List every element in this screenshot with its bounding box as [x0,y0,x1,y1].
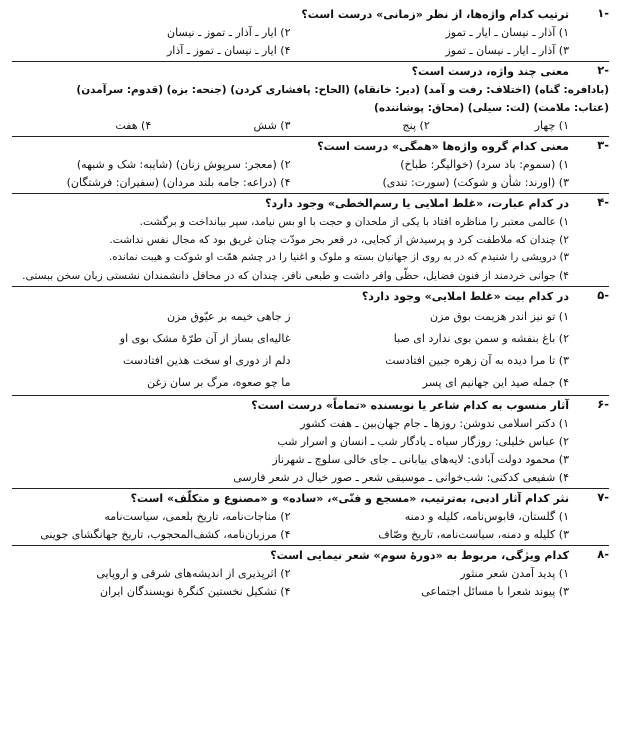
word-list: (عتاب: ملامت) (لت: سیلی) (محاق: پوشاننده) [374,102,609,114]
question-number: -۱ [597,6,609,20]
options-row [12,526,569,544]
option-2[interactable]: ۲) اثرپذیری از اندیشه‌های شرقی و اروپایی [96,567,291,580]
divider [12,395,609,396]
option-4[interactable]: ۴) تشکیل نخستین کنگرهٔ نویسندگان ایران [100,585,291,598]
option-1[interactable]: ۱) چهار [534,119,569,132]
question-stem: ترتیب کدام واژه‌ها، از نظر «زمانی» درست است؟ [301,8,569,21]
options-row [12,117,569,135]
question-7 [12,490,609,544]
question-1 [12,6,609,60]
question-number: -۷ [597,490,609,504]
verse-option-2[interactable] [12,328,569,350]
divider [12,61,609,62]
option-4[interactable]: ۴) شفیعی کدکنی: شب‌خوانی ـ موسیقی شعر ـ صور خیال در شعر فارسی [233,471,569,484]
option-3[interactable]: ۳) پیوند شعرا با مسائل اجتماعی [421,585,569,598]
question-6 [12,397,609,487]
verse-option-4[interactable] [12,372,569,394]
option-4[interactable]: ۴) (دراعه: جامه بلند مردان) (سفیران: فرشتگان) [66,176,291,189]
verse-left-hemistich: ز جاهی خیمه بر عیّوق مزن [166,310,291,323]
question-number: -۲ [597,63,609,77]
question-stem: آثار منسوب به کدام شاعر یا نویسنده «تماماً» درست است؟ [251,399,569,412]
options-row [12,42,569,60]
options-row [12,565,569,583]
option-2[interactable]: ۲) (معجر: سرپوش زنان) (شایبه: شک و شبهه) [76,158,291,171]
option-2[interactable]: ۲) چندان که ملاطفت کرد و پرسیدش از کجایی، در قعر بحر مودّت چنان غریق بود که مجال نفس نداشت. [109,234,569,246]
question-number: -۸ [597,547,609,561]
divider [12,136,609,137]
divider [12,488,609,489]
question-number: -۵ [597,288,609,302]
options-row [12,24,569,42]
question-stem: کدام ویژگی، مربوط به «دورهٔ سوم» شعر نیمایی است؟ [270,549,569,562]
options-row [12,174,569,192]
option-3[interactable]: ۳) شش [253,119,291,132]
question-3 [12,138,609,192]
option-2[interactable]: ۲) ایار ـ آذار ـ تموز ـ نیسان [166,26,291,39]
options-row [12,156,569,174]
question-2-options [12,117,609,135]
verse-left-hemistich: دلم از دوری او سخت هذین افتادست [123,354,291,367]
option-1[interactable]: ۱) عالمی معتبر را مناظره افتاد با یکی از ملحدان و حجت با او بس نیامد، سپر بیانداخت و برگشت. [139,216,569,228]
word-list: (بادافره: گناه) (اختلاف: رفت و آمد) (دیر: خانقاه) (الحاح: پافشاری کردن) (جنحه: بزه) (قدوم: سرآمدن) [76,84,609,96]
option-3[interactable]: ۳) محمود دولت آبادی: لایه‌های بیابانی ـ جای خالی سلوچ ـ شهرناز [272,453,569,466]
options-row [12,583,569,601]
verse-right-hemistich: ۳) تا مرا دیده به آن زهره جبین افتادست [385,354,569,367]
option-3[interactable]: ۳) آذار ـ ایار ـ نیسان ـ تموز [445,44,569,57]
verse-option-1[interactable] [12,306,569,328]
question-stem: معنی کدام گروه واژه‌ها «همگی» درست است؟ [317,140,569,153]
divider [12,286,609,287]
question-stem: نثر کدام آثار ادبی، به‌ترتیب، «مسجع و فنّی»، «ساده» و «مصنوع و متکلّف» است؟ [130,492,569,505]
option-4[interactable]: ۴) مرزبان‌نامه، کشف‌المحجوب، تاریخ جهانگشای جوینی [40,528,291,541]
question-5 [12,288,609,394]
verse-left-hemistich: غالیه‌ای بساز از آن طرّهٔ مشک بوی او [119,332,291,345]
option-2[interactable]: ۲) مناجات‌نامه، تاریخ بلعمی، سیاست‌نامه [104,510,291,523]
option-3[interactable]: ۳) (اورند: شأن و شوکت) (سورت: تندی) [382,176,569,189]
question-stem: معنی چند واژه، درست است؟ [411,65,569,78]
option-2[interactable]: ۲) پنج [402,119,430,132]
divider [12,193,609,194]
verse-option-3[interactable] [12,350,569,372]
options-row [12,508,569,526]
option-1[interactable]: ۱) آذار ـ نیسان ـ ایار ـ تموز [445,26,569,39]
option-4[interactable]: ۴) جوانی خردمند از فنون فضایل، حظّی وافر داشت و طبعی نافر. چندان که در محافل دانشمندان نشستی زبان سخن ببستی. [22,270,569,282]
option-2[interactable]: ۲) عباس خلیلی: روزگار سیاه ـ یادگار شب ـ انسان و اسرار شب [277,435,569,448]
question-stem: در کدام بیت «غلط املایی» وجود دارد؟ [361,290,569,303]
question-stem: در کدام عبارت، «غلط املایی یا رسم‌الخطی» وجود دارد؟ [265,197,569,210]
option-1[interactable]: ۱) گلستان، قابوس‌نامه، کلیله و دمنه [404,510,569,523]
question-number: -۴ [597,195,609,209]
divider [12,545,609,546]
question-8 [12,547,609,601]
option-1[interactable]: ۱) (سموم: باد سرد) (خوالیگر: طباخ) [400,158,569,171]
verse-left-hemistich: ما چو صعوه، مرگ بر سان زغن [147,376,291,389]
verse-right-hemistich: ۱) تو نیز اندر هزیمت بوق مزن [429,310,569,323]
verse-right-hemistich: ۲) باغ بنفشه و سمن بوی ندارد ای صبا [393,332,569,345]
question-4 [12,195,609,285]
question-number: -۶ [597,397,609,411]
option-3[interactable]: ۳) کلیله و دمنه، سیاست‌نامه، تاریخ وصّاف [378,528,569,541]
option-4[interactable]: ۴) ایار ـ نیسان ـ تموز ـ آذار [166,44,291,57]
option-3[interactable]: ۳) درویشی را شنیدم که در به روی از جهانیان بسته و ملوک و اغنیا را در چشم همّت او شوکت و هیبت نمانده. [108,252,569,263]
option-4[interactable]: ۴) هفت [115,119,152,132]
verse-right-hemistich: ۴) جمله صید این جهانیم ای پسر [422,376,569,389]
question-number: -۳ [597,138,609,152]
option-1[interactable]: ۱) دکتر اسلامی ندوشن: روزها ـ جام جهان‌بین ـ هفت کشور [300,417,569,430]
question-2 [12,63,609,81]
option-1[interactable]: ۱) پدید آمدن شعر منثور [460,567,569,580]
